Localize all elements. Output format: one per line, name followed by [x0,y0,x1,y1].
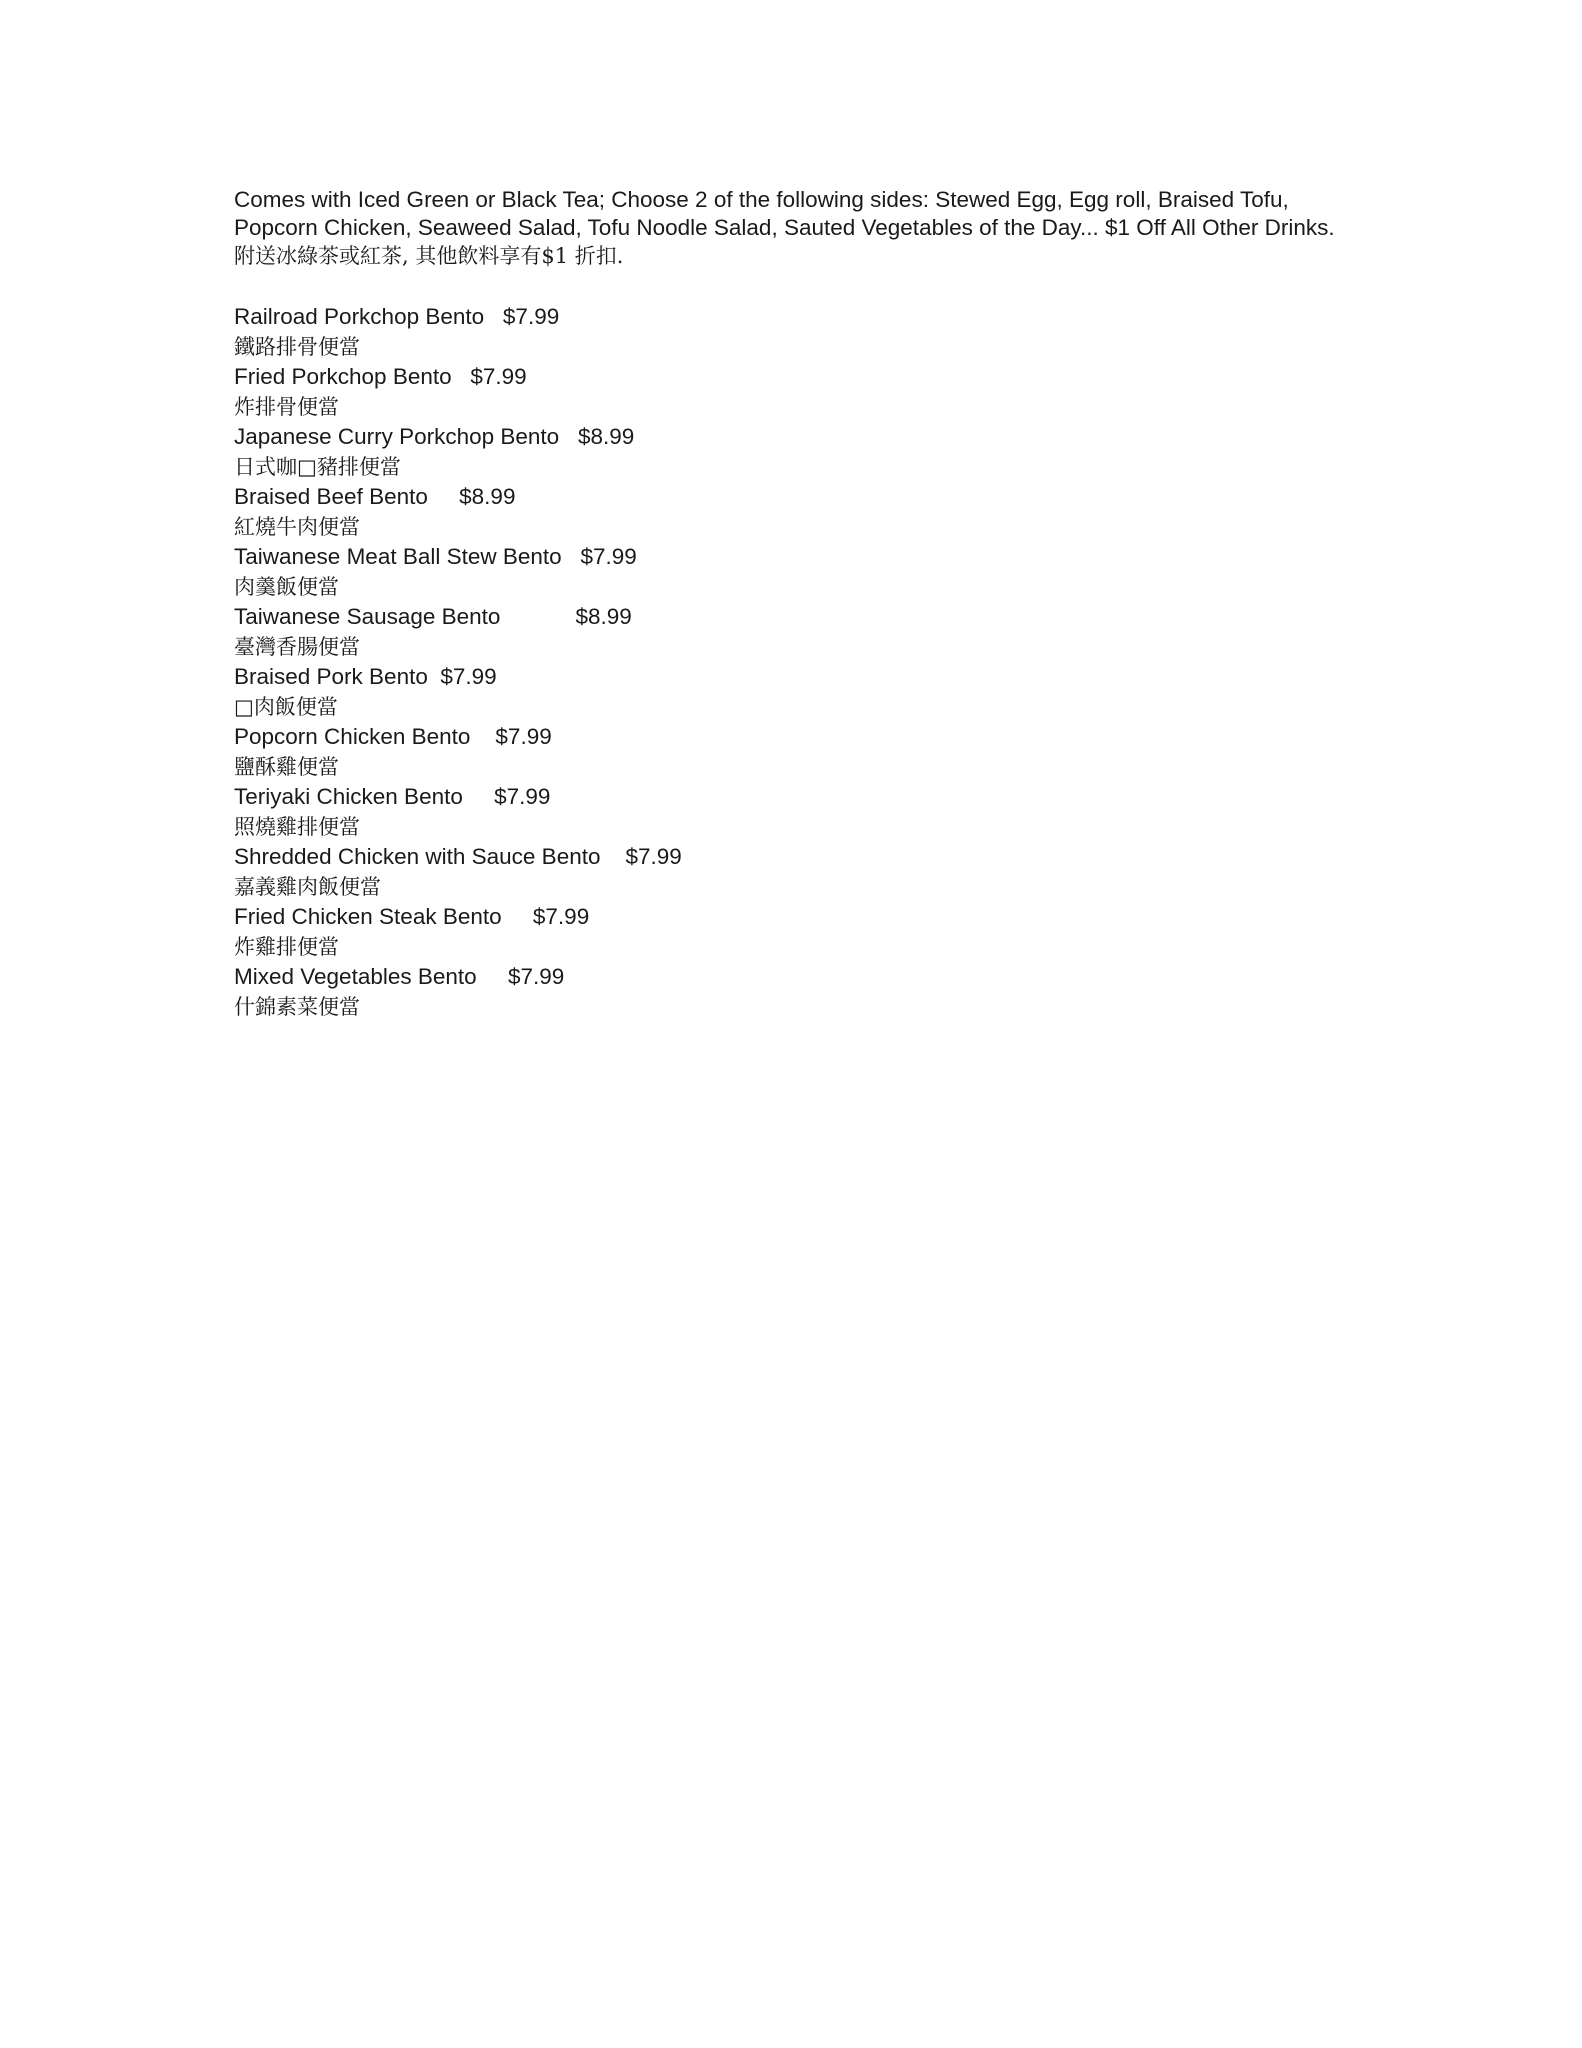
menu-item-price: $7.99 [470,364,527,389]
menu-item [234,902,1354,962]
menu-item-price: $7.99 [580,544,637,569]
menu-item-name: Braised Pork Bento [234,664,428,689]
menu-item [234,422,1354,482]
menu-item-separator [470,724,495,749]
menu-item-name-cn: 什錦素菜便當 [234,995,360,1019]
menu-item-price: $7.99 [507,964,565,989]
menu-item-price: $7.99 [532,904,590,929]
menu-item-separator [463,784,494,809]
menu-item-separator [477,964,508,989]
menu-item-name-cn: 鐵路排骨便當 [234,335,360,359]
menu-item-price: $7.99 [495,724,552,749]
menu-item-price: $8.99 [577,424,635,449]
menu-item-line [234,542,1354,572]
menu-item-line [234,962,1354,992]
menu-item-name-cn: 肉羹飯便當 [234,575,339,599]
menu-item-separator [559,424,578,449]
bento-menu-list [234,302,1354,1022]
menu-item-name-cn: 炸排骨便當 [234,395,339,419]
menu-item [234,662,1354,722]
menu-item [234,302,1354,362]
combo-description-cn: 附送冰綠茶或紅茶, 其他飲料享有$1 折扣. [234,244,624,268]
menu-item [234,962,1354,1022]
menu-item-price: $7.99 [502,304,560,329]
menu-item-separator [600,844,625,869]
menu-item-name-cn: 日式咖□豬排便當 [234,455,401,479]
menu-item-separator [502,904,533,929]
menu-item-line [234,902,1354,932]
menu-item [234,602,1354,662]
menu-item-separator [428,484,459,509]
menu-item [234,362,1354,422]
menu-item [234,542,1354,602]
menu-item-name-cn: 臺灣香腸便當 [234,635,360,659]
combo-description [234,186,1354,270]
menu-item-line [234,362,1354,392]
menu-item-name-cn: □肉飯便當 [234,695,338,719]
menu-item-name-cn: 照燒雞排便當 [234,815,360,839]
menu-item [234,842,1354,902]
menu-item-separator [452,364,471,389]
menu-item-line [234,302,1354,332]
menu-item-line [234,782,1354,812]
menu-item [234,782,1354,842]
menu-item-name: Teriyaki Chicken Bento [234,784,463,809]
menu-item-name: Braised Beef Bento [234,484,428,509]
menu-item-name: Taiwanese Sausage Bento [234,604,501,629]
menu-item-line [234,662,1354,692]
menu-item-name-cn: 炸雞排便當 [234,935,339,959]
menu-item-separator [484,304,503,329]
menu-item-name: Taiwanese Meat Ball Stew Bento [234,544,562,569]
menu-item-name: Popcorn Chicken Bento [234,724,471,749]
menu-item [234,722,1354,782]
menu-item-name: Japanese Curry Porkchop Bento [234,424,560,449]
menu-item-line [234,482,1354,512]
menu-item-line [234,602,1354,632]
menu-item-price: $8.99 [459,484,516,509]
menu-item-price: $7.99 [625,844,682,869]
menu-content [234,186,1354,1022]
menu-item-separator [500,604,575,629]
menu-item-name-cn: 嘉義雞肉飯便當 [234,875,381,899]
menu-item-name: Fried Chicken Steak Bento [234,904,502,929]
menu-item-name: Shredded Chicken with Sauce Bento [234,844,601,869]
menu-item-price: $7.99 [494,784,551,809]
menu-item-separator [428,664,441,689]
menu-item-separator [562,544,581,569]
menu-item-line [234,842,1354,872]
menu-item-name: Mixed Vegetables Bento [234,964,477,989]
menu-item-line [234,422,1354,452]
combo-description-en: Comes with Iced Green or Black Tea; Choose 2 of the following sides: Stewed Egg, Egg roll, Braised Tofu, Popcorn Chicken, Seaweed Salad, Tofu Noodle Salad, Sauted Vegetables of the Day... $1 Off All Other Drinks. [234,187,1335,240]
menu-item-name: Fried Porkchop Bento [234,364,452,389]
menu-item-name: Railroad Porkchop Bento [234,304,485,329]
menu-item-price: $7.99 [440,664,497,689]
menu-item-name-cn: 紅燒牛肉便當 [234,515,360,539]
menu-item [234,482,1354,542]
menu-item-line [234,722,1354,752]
menu-item-name-cn: 鹽酥雞便當 [234,755,339,779]
menu-item-price: $8.99 [575,604,632,629]
